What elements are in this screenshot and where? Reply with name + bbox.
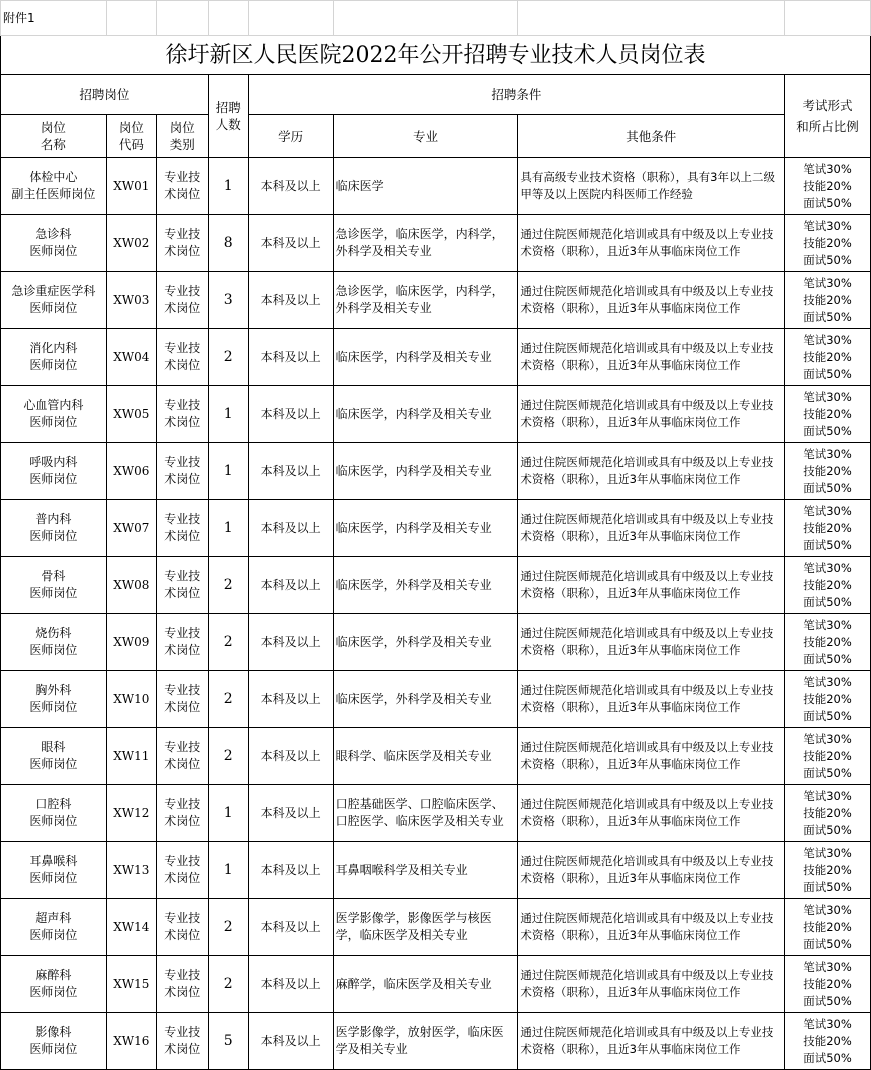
major-req: 急诊医学，临床医学，内科学，外科学及相关专业 <box>333 215 518 272</box>
recruit-count: 2 <box>208 557 248 614</box>
other-req: 通过住院医师规范化培训或具有中级及以上专业技术资格（职称），且近3年从事临床岗位工作 <box>518 728 785 785</box>
exam-ratio: 笔试30% 技能20% 面试50% <box>785 443 871 500</box>
position-code: XW09 <box>106 614 156 671</box>
exam-ratio: 笔试30% 技能20% 面试50% <box>785 500 871 557</box>
position-type: 专业技 术岗位 <box>156 329 208 386</box>
table-row <box>1 671 871 728</box>
exam-ratio: 笔试30% 技能20% 面试50% <box>785 614 871 671</box>
other-req: 通过住院医师规范化培训或具有中级及以上专业技术资格（职称），且近3年从事临床岗位工作 <box>518 614 785 671</box>
position-name: 耳鼻喉科 医师岗位 <box>1 842 107 899</box>
recruit-count: 3 <box>208 272 248 329</box>
position-type: 专业技 术岗位 <box>156 728 208 785</box>
position-code: XW05 <box>106 386 156 443</box>
position-type: 专业技 术岗位 <box>156 956 208 1013</box>
header-count: 招聘 人数 <box>208 75 248 158</box>
attachment-row <box>1 1 871 36</box>
position-name: 骨科 医师岗位 <box>1 557 107 614</box>
table-row <box>1 215 871 272</box>
position-type: 专业技 术岗位 <box>156 500 208 557</box>
recruit-count: 1 <box>208 842 248 899</box>
education-req: 本科及以上 <box>248 899 333 956</box>
table-row <box>1 158 871 215</box>
major-req: 医学影像学，影像医学与核医学，临床医学及相关专业 <box>333 899 518 956</box>
position-type: 专业技 术岗位 <box>156 899 208 956</box>
recruit-count: 1 <box>208 500 248 557</box>
position-type: 专业技 术岗位 <box>156 386 208 443</box>
recruit-count: 8 <box>208 215 248 272</box>
title-row <box>1 36 871 75</box>
major-req: 眼科学、临床医学及相关专业 <box>333 728 518 785</box>
other-req: 通过住院医师规范化培训或具有中级及以上专业技术资格（职称），且近3年从事临床岗位工作 <box>518 215 785 272</box>
recruit-count: 2 <box>208 728 248 785</box>
exam-ratio: 笔试30% 技能20% 面试50% <box>785 386 871 443</box>
education-req: 本科及以上 <box>248 956 333 1013</box>
major-req: 麻醉学，临床医学及相关专业 <box>333 956 518 1013</box>
position-name: 影像科 医师岗位 <box>1 1013 107 1070</box>
position-name: 麻醉科 医师岗位 <box>1 956 107 1013</box>
recruit-count: 2 <box>208 671 248 728</box>
position-name: 普内科 医师岗位 <box>1 500 107 557</box>
exam-ratio: 笔试30% 技能20% 面试50% <box>785 842 871 899</box>
major-req: 临床医学，内科学及相关专业 <box>333 500 518 557</box>
education-req: 本科及以上 <box>248 329 333 386</box>
major-req: 临床医学，外科学及相关专业 <box>333 671 518 728</box>
header-conditions-group: 招聘条件 <box>248 75 784 115</box>
education-req: 本科及以上 <box>248 557 333 614</box>
table-row <box>1 500 871 557</box>
table-row <box>1 557 871 614</box>
attachment-label: 附件1 <box>1 1 107 36</box>
header-major: 专业 <box>333 115 518 158</box>
major-req: 急诊医学，临床医学，内科学，外科学及相关专业 <box>333 272 518 329</box>
position-code: XW06 <box>106 443 156 500</box>
education-req: 本科及以上 <box>248 500 333 557</box>
exam-ratio: 笔试30% 技能20% 面试50% <box>785 671 871 728</box>
exam-ratio: 笔试30% 技能20% 面试50% <box>785 1013 871 1070</box>
position-name: 急诊科 医师岗位 <box>1 215 107 272</box>
education-req: 本科及以上 <box>248 272 333 329</box>
other-req: 通过住院医师规范化培训或具有中级及以上专业技术资格（职称），且近3年从事临床岗位工作 <box>518 329 785 386</box>
page-title: 徐圩新区人民医院2022年公开招聘专业技术人员岗位表 <box>1 36 871 75</box>
position-type: 专业技 术岗位 <box>156 785 208 842</box>
header-row-2 <box>1 115 871 158</box>
education-req: 本科及以上 <box>248 671 333 728</box>
education-req: 本科及以上 <box>248 1013 333 1070</box>
position-name: 烧伤科 医师岗位 <box>1 614 107 671</box>
table-row <box>1 956 871 1013</box>
education-req: 本科及以上 <box>248 842 333 899</box>
position-name: 消化内科 医师岗位 <box>1 329 107 386</box>
table-row <box>1 386 871 443</box>
position-code: XW12 <box>106 785 156 842</box>
exam-ratio: 笔试30% 技能20% 面试50% <box>785 215 871 272</box>
education-req: 本科及以上 <box>248 215 333 272</box>
position-name: 超声科 医师岗位 <box>1 899 107 956</box>
header-name: 岗位 名称 <box>1 115 107 158</box>
header-education: 学历 <box>248 115 333 158</box>
major-req: 临床医学 <box>333 158 518 215</box>
exam-ratio: 笔试30% 技能20% 面试50% <box>785 158 871 215</box>
recruit-count: 5 <box>208 1013 248 1070</box>
table-row <box>1 1013 871 1070</box>
position-type: 专业技 术岗位 <box>156 443 208 500</box>
exam-ratio: 笔试30% 技能20% 面试50% <box>785 785 871 842</box>
position-code: XW16 <box>106 1013 156 1070</box>
table-row <box>1 272 871 329</box>
position-name: 眼科 医师岗位 <box>1 728 107 785</box>
recruit-count: 1 <box>208 443 248 500</box>
education-req: 本科及以上 <box>248 443 333 500</box>
major-req: 临床医学，内科学及相关专业 <box>333 443 518 500</box>
position-name: 呼吸内科 医师岗位 <box>1 443 107 500</box>
table-row <box>1 785 871 842</box>
major-req: 临床医学，外科学及相关专业 <box>333 557 518 614</box>
other-req: 通过住院医师规范化培训或具有中级及以上专业技术资格（职称），且近3年从事临床岗位工作 <box>518 386 785 443</box>
recruit-count: 1 <box>208 386 248 443</box>
exam-ratio: 笔试30% 技能20% 面试50% <box>785 728 871 785</box>
position-type: 专业技 术岗位 <box>156 1013 208 1070</box>
other-req: 通过住院医师规范化培训或具有中级及以上专业技术资格（职称），且近3年从事临床岗位工作 <box>518 272 785 329</box>
position-code: XW03 <box>106 272 156 329</box>
major-req: 临床医学，内科学及相关专业 <box>333 329 518 386</box>
table-row <box>1 728 871 785</box>
table-row <box>1 614 871 671</box>
education-req: 本科及以上 <box>248 614 333 671</box>
major-req: 临床医学，内科学及相关专业 <box>333 386 518 443</box>
other-req: 具有高级专业技术资格（职称），具有3年以上二级甲等及以上医院内科医师工作经验 <box>518 158 785 215</box>
major-req: 耳鼻咽喉科学及相关专业 <box>333 842 518 899</box>
position-type: 专业技 术岗位 <box>156 842 208 899</box>
position-name: 急诊重症医学科 医师岗位 <box>1 272 107 329</box>
other-req: 通过住院医师规范化培训或具有中级及以上专业技术资格（职称），且近3年从事临床岗位工作 <box>518 557 785 614</box>
other-req: 通过住院医师规范化培训或具有中级及以上专业技术资格（职称），且近3年从事临床岗位工作 <box>518 842 785 899</box>
recruit-count: 1 <box>208 785 248 842</box>
table-row <box>1 842 871 899</box>
position-code: XW10 <box>106 671 156 728</box>
education-req: 本科及以上 <box>248 158 333 215</box>
education-req: 本科及以上 <box>248 728 333 785</box>
table-row <box>1 443 871 500</box>
header-other: 其他条件 <box>518 115 785 158</box>
position-code: XW08 <box>106 557 156 614</box>
table-row <box>1 329 871 386</box>
header-code: 岗位 代码 <box>106 115 156 158</box>
recruit-count: 2 <box>208 329 248 386</box>
position-type: 专业技 术岗位 <box>156 272 208 329</box>
position-name: 心血管内科 医师岗位 <box>1 386 107 443</box>
table-row <box>1 899 871 956</box>
major-req: 医学影像学，放射医学，临床医学及相关专业 <box>333 1013 518 1070</box>
recruit-count: 2 <box>208 956 248 1013</box>
position-code: XW15 <box>106 956 156 1013</box>
header-exam: 考试形式 和所占比例 <box>785 75 871 158</box>
position-code: XW02 <box>106 215 156 272</box>
position-code: XW07 <box>106 500 156 557</box>
header-row-1 <box>1 75 871 115</box>
recruit-count: 2 <box>208 899 248 956</box>
other-req: 通过住院医师规范化培训或具有中级及以上专业技术资格（职称），且近3年从事临床岗位工作 <box>518 671 785 728</box>
position-name: 胸外科 医师岗位 <box>1 671 107 728</box>
position-name: 口腔科 医师岗位 <box>1 785 107 842</box>
recruit-count: 1 <box>208 158 248 215</box>
position-code: XW11 <box>106 728 156 785</box>
exam-ratio: 笔试30% 技能20% 面试50% <box>785 329 871 386</box>
other-req: 通过住院医师规范化培训或具有中级及以上专业技术资格（职称），且近3年从事临床岗位工作 <box>518 500 785 557</box>
major-req: 临床医学，外科学及相关专业 <box>333 614 518 671</box>
exam-ratio: 笔试30% 技能20% 面试50% <box>785 899 871 956</box>
education-req: 本科及以上 <box>248 386 333 443</box>
header-type: 岗位 类别 <box>156 115 208 158</box>
other-req: 通过住院医师规范化培训或具有中级及以上专业技术资格（职称），且近3年从事临床岗位工作 <box>518 443 785 500</box>
position-type: 专业技 术岗位 <box>156 215 208 272</box>
other-req: 通过住院医师规范化培训或具有中级及以上专业技术资格（职称），且近3年从事临床岗位工作 <box>518 899 785 956</box>
position-code: XW01 <box>106 158 156 215</box>
position-type: 专业技 术岗位 <box>156 557 208 614</box>
position-name: 体检中心 副主任医师岗位 <box>1 158 107 215</box>
recruit-count: 2 <box>208 614 248 671</box>
position-code: XW13 <box>106 842 156 899</box>
education-req: 本科及以上 <box>248 785 333 842</box>
position-code: XW04 <box>106 329 156 386</box>
major-req: 口腔基础医学、口腔临床医学、口腔医学、临床医学及相关专业 <box>333 785 518 842</box>
other-req: 通过住院医师规范化培训或具有中级及以上专业技术资格（职称），且近3年从事临床岗位工作 <box>518 785 785 842</box>
position-type: 专业技 术岗位 <box>156 671 208 728</box>
header-position-group: 招聘岗位 <box>1 75 209 115</box>
position-type: 专业技 术岗位 <box>156 158 208 215</box>
exam-ratio: 笔试30% 技能20% 面试50% <box>785 956 871 1013</box>
position-type: 专业技 术岗位 <box>156 614 208 671</box>
table-body <box>1 158 871 1070</box>
other-req: 通过住院医师规范化培训或具有中级及以上专业技术资格（职称），且近3年从事临床岗位工作 <box>518 1013 785 1070</box>
exam-ratio: 笔试30% 技能20% 面试50% <box>785 272 871 329</box>
other-req: 通过住院医师规范化培训或具有中级及以上专业技术资格（职称），且近3年从事临床岗位工作 <box>518 956 785 1013</box>
exam-ratio: 笔试30% 技能20% 面试50% <box>785 557 871 614</box>
position-code: XW14 <box>106 899 156 956</box>
